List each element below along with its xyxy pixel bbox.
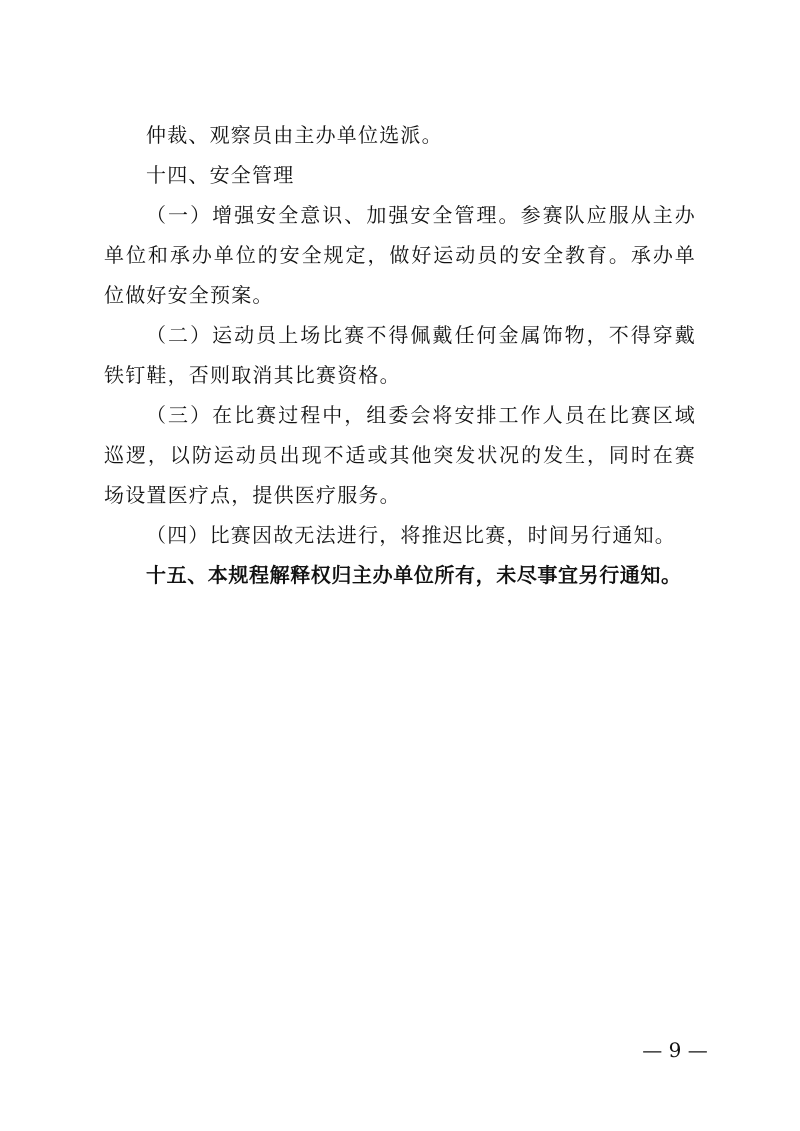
section-heading-interpretation: 十五、本规程解释权归主办单位所有，未尽事宜另行通知。 xyxy=(146,563,682,587)
page-number: — 9 — xyxy=(642,1038,708,1062)
paragraph-patrol-medical: （三）在比赛过程中，组委会将安排工作人员在比赛区域巡逻，以防运动员出现不适或其他突发状况的发生，同时在赛场设置医疗点，提供医疗服务。 xyxy=(104,403,696,507)
paragraph-safety-awareness: （一）增强安全意识、加强安全管理。参赛队应服从主办单位和承办单位的安全规定，做好运动员的安全教育。承办单位做好安全预案。 xyxy=(104,203,696,307)
paragraph-metal-items: （二）运动员上场比赛不得佩戴任何金属饰物，不得穿戴铁钉鞋，否则取消其比赛资格。 xyxy=(104,323,696,387)
body-text xyxy=(104,115,696,595)
paragraph-arbitration: 仲裁、观察员由主办单位选派。 xyxy=(146,123,443,147)
paragraph-postponement: （四）比赛因故无法进行，将推迟比赛，时间另行通知。 xyxy=(146,523,676,547)
section-heading-safety: 十四、安全管理 xyxy=(146,163,295,187)
